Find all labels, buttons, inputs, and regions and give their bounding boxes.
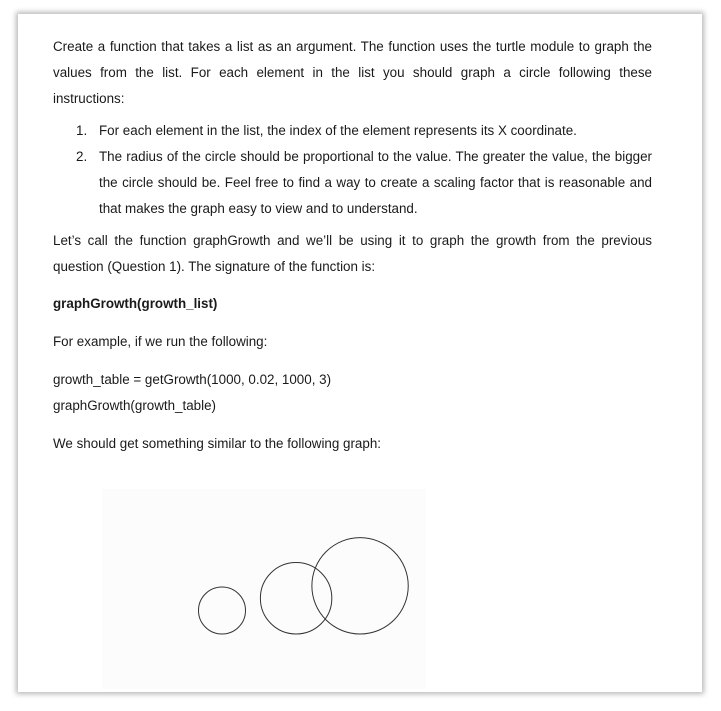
expected-intro: We should get something similar to the following graph: <box>53 436 381 451</box>
instruction-item-1 <box>53 118 652 144</box>
document-page <box>18 14 702 692</box>
example-graph-figure <box>102 489 426 689</box>
document-content <box>53 34 652 457</box>
code-line-2: graphGrowth(growth_table) <box>53 398 217 413</box>
call-intro-paragraph: Let’s call the function graphGrowth and we’ll be using it to graph the growth from the previous question (Question 1). The signature of the function is: <box>53 233 652 274</box>
function-signature: graphGrowth(growth_list) <box>53 296 218 311</box>
instruction-number: 1. <box>76 123 88 138</box>
instruction-number: 2. <box>76 149 88 164</box>
instruction-list <box>53 118 652 222</box>
example-graph-canvas <box>102 489 426 689</box>
instruction-item-2 <box>53 144 652 222</box>
growth-circle-2 <box>260 563 331 634</box>
instruction-text: The radius of the circle should be proportional to the value. The greater the value, the bigger the circle should be. Feel free to find a way to create a scaling factor that is reasonable and that makes the graph easy to view and to understand. <box>99 149 652 216</box>
intro-paragraph: Create a function that takes a list as an argument. The function uses the turtle module to graph the values from the list. For each element in the list you should graph a circle following these instructions: <box>53 39 652 106</box>
growth-circle-1 <box>199 587 246 634</box>
instruction-text: For each element in the list, the index of the element represents its X coordinate. <box>99 123 577 138</box>
growth-circle-3 <box>312 538 408 634</box>
code-line-1: growth_table = getGrowth(1000, 0.02, 1000, 3) <box>53 372 332 387</box>
example-intro: For example, if we run the following: <box>53 334 268 349</box>
